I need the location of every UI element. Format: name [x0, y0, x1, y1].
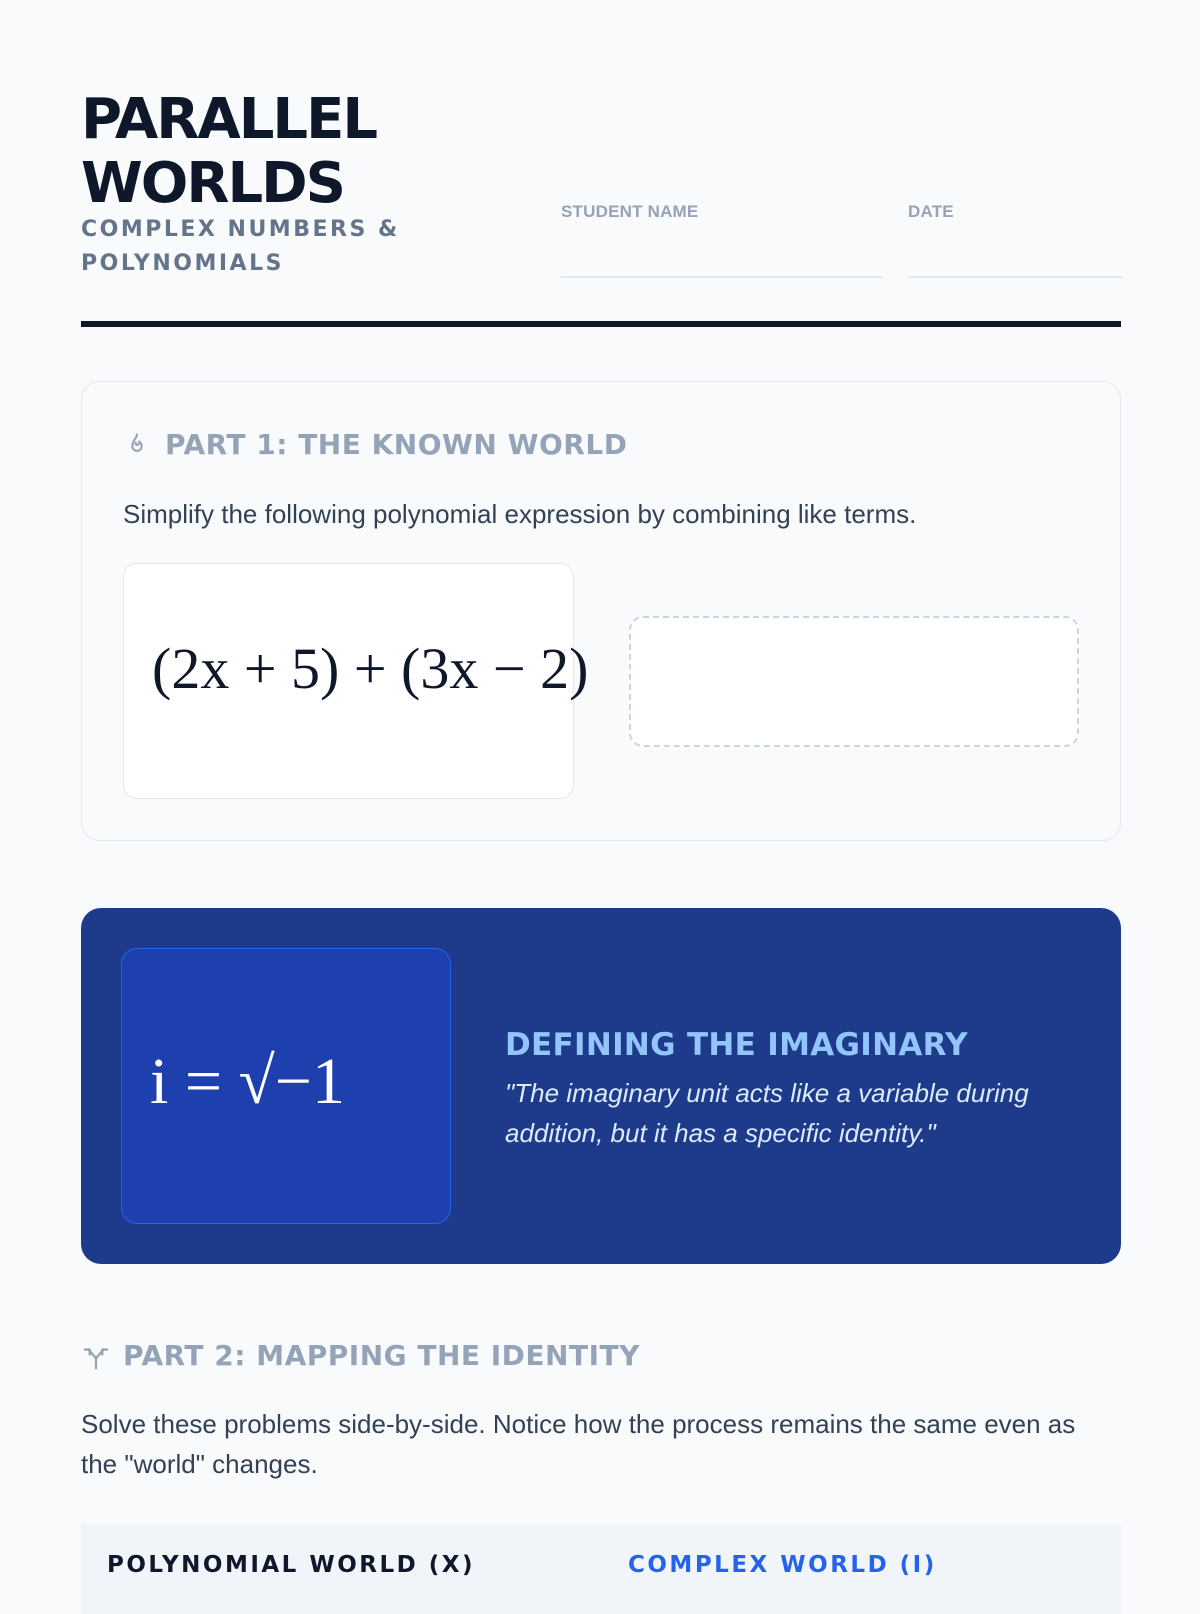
date-field[interactable] — [908, 202, 954, 222]
date-line[interactable] — [908, 276, 1122, 278]
comparison-table-header — [81, 1524, 1121, 1614]
title-line-1: PARALLEL — [81, 87, 377, 152]
part1-heading — [123, 428, 627, 461]
student-name-label: STUDENT NAME — [561, 202, 699, 221]
part1-card — [81, 381, 1121, 841]
column-header-polynomial: POLYNOMIAL WORLD (X) — [107, 1552, 475, 1578]
student-name-line[interactable] — [561, 276, 882, 278]
answer-box[interactable] — [629, 616, 1079, 747]
imaginary-banner — [81, 908, 1121, 1264]
date-label: DATE — [908, 202, 954, 221]
split-arrows-icon — [81, 1342, 109, 1370]
polynomial-expression: (2x + 5) + (3x − 2) — [152, 636, 589, 701]
part1-instruction: Simplify the following polynomial expression by combining like terms. — [123, 499, 917, 529]
column-header-complex: COMPLEX WORLD (I) — [628, 1552, 937, 1578]
page-title — [81, 88, 376, 216]
header-divider — [81, 321, 1121, 327]
title-line-2: WORLDS — [81, 151, 344, 216]
page-subtitle: COMPLEX NUMBERS & POLYNOMIALS — [81, 217, 400, 276]
banner-quote: "The imaginary unit acts like a variable during addition, but it has a specific identity." — [505, 1078, 1029, 1148]
banner-title: DEFINING THE IMAGINARY — [505, 1027, 968, 1063]
formula-card — [121, 948, 451, 1224]
part2-heading — [81, 1339, 640, 1372]
student-name-field[interactable] — [561, 202, 698, 222]
part1-heading-text: PART 1: THE KNOWN WORLD — [165, 428, 628, 461]
flame-icon — [123, 431, 151, 459]
part2-heading-text: PART 2: MAPPING THE IDENTITY — [123, 1339, 640, 1372]
part2-instruction: Solve these problems side-by-side. Notice how the process remains the same even as the "world" changes. — [81, 1409, 1076, 1479]
imaginary-unit-formula: i = √−1 — [150, 1045, 346, 1118]
